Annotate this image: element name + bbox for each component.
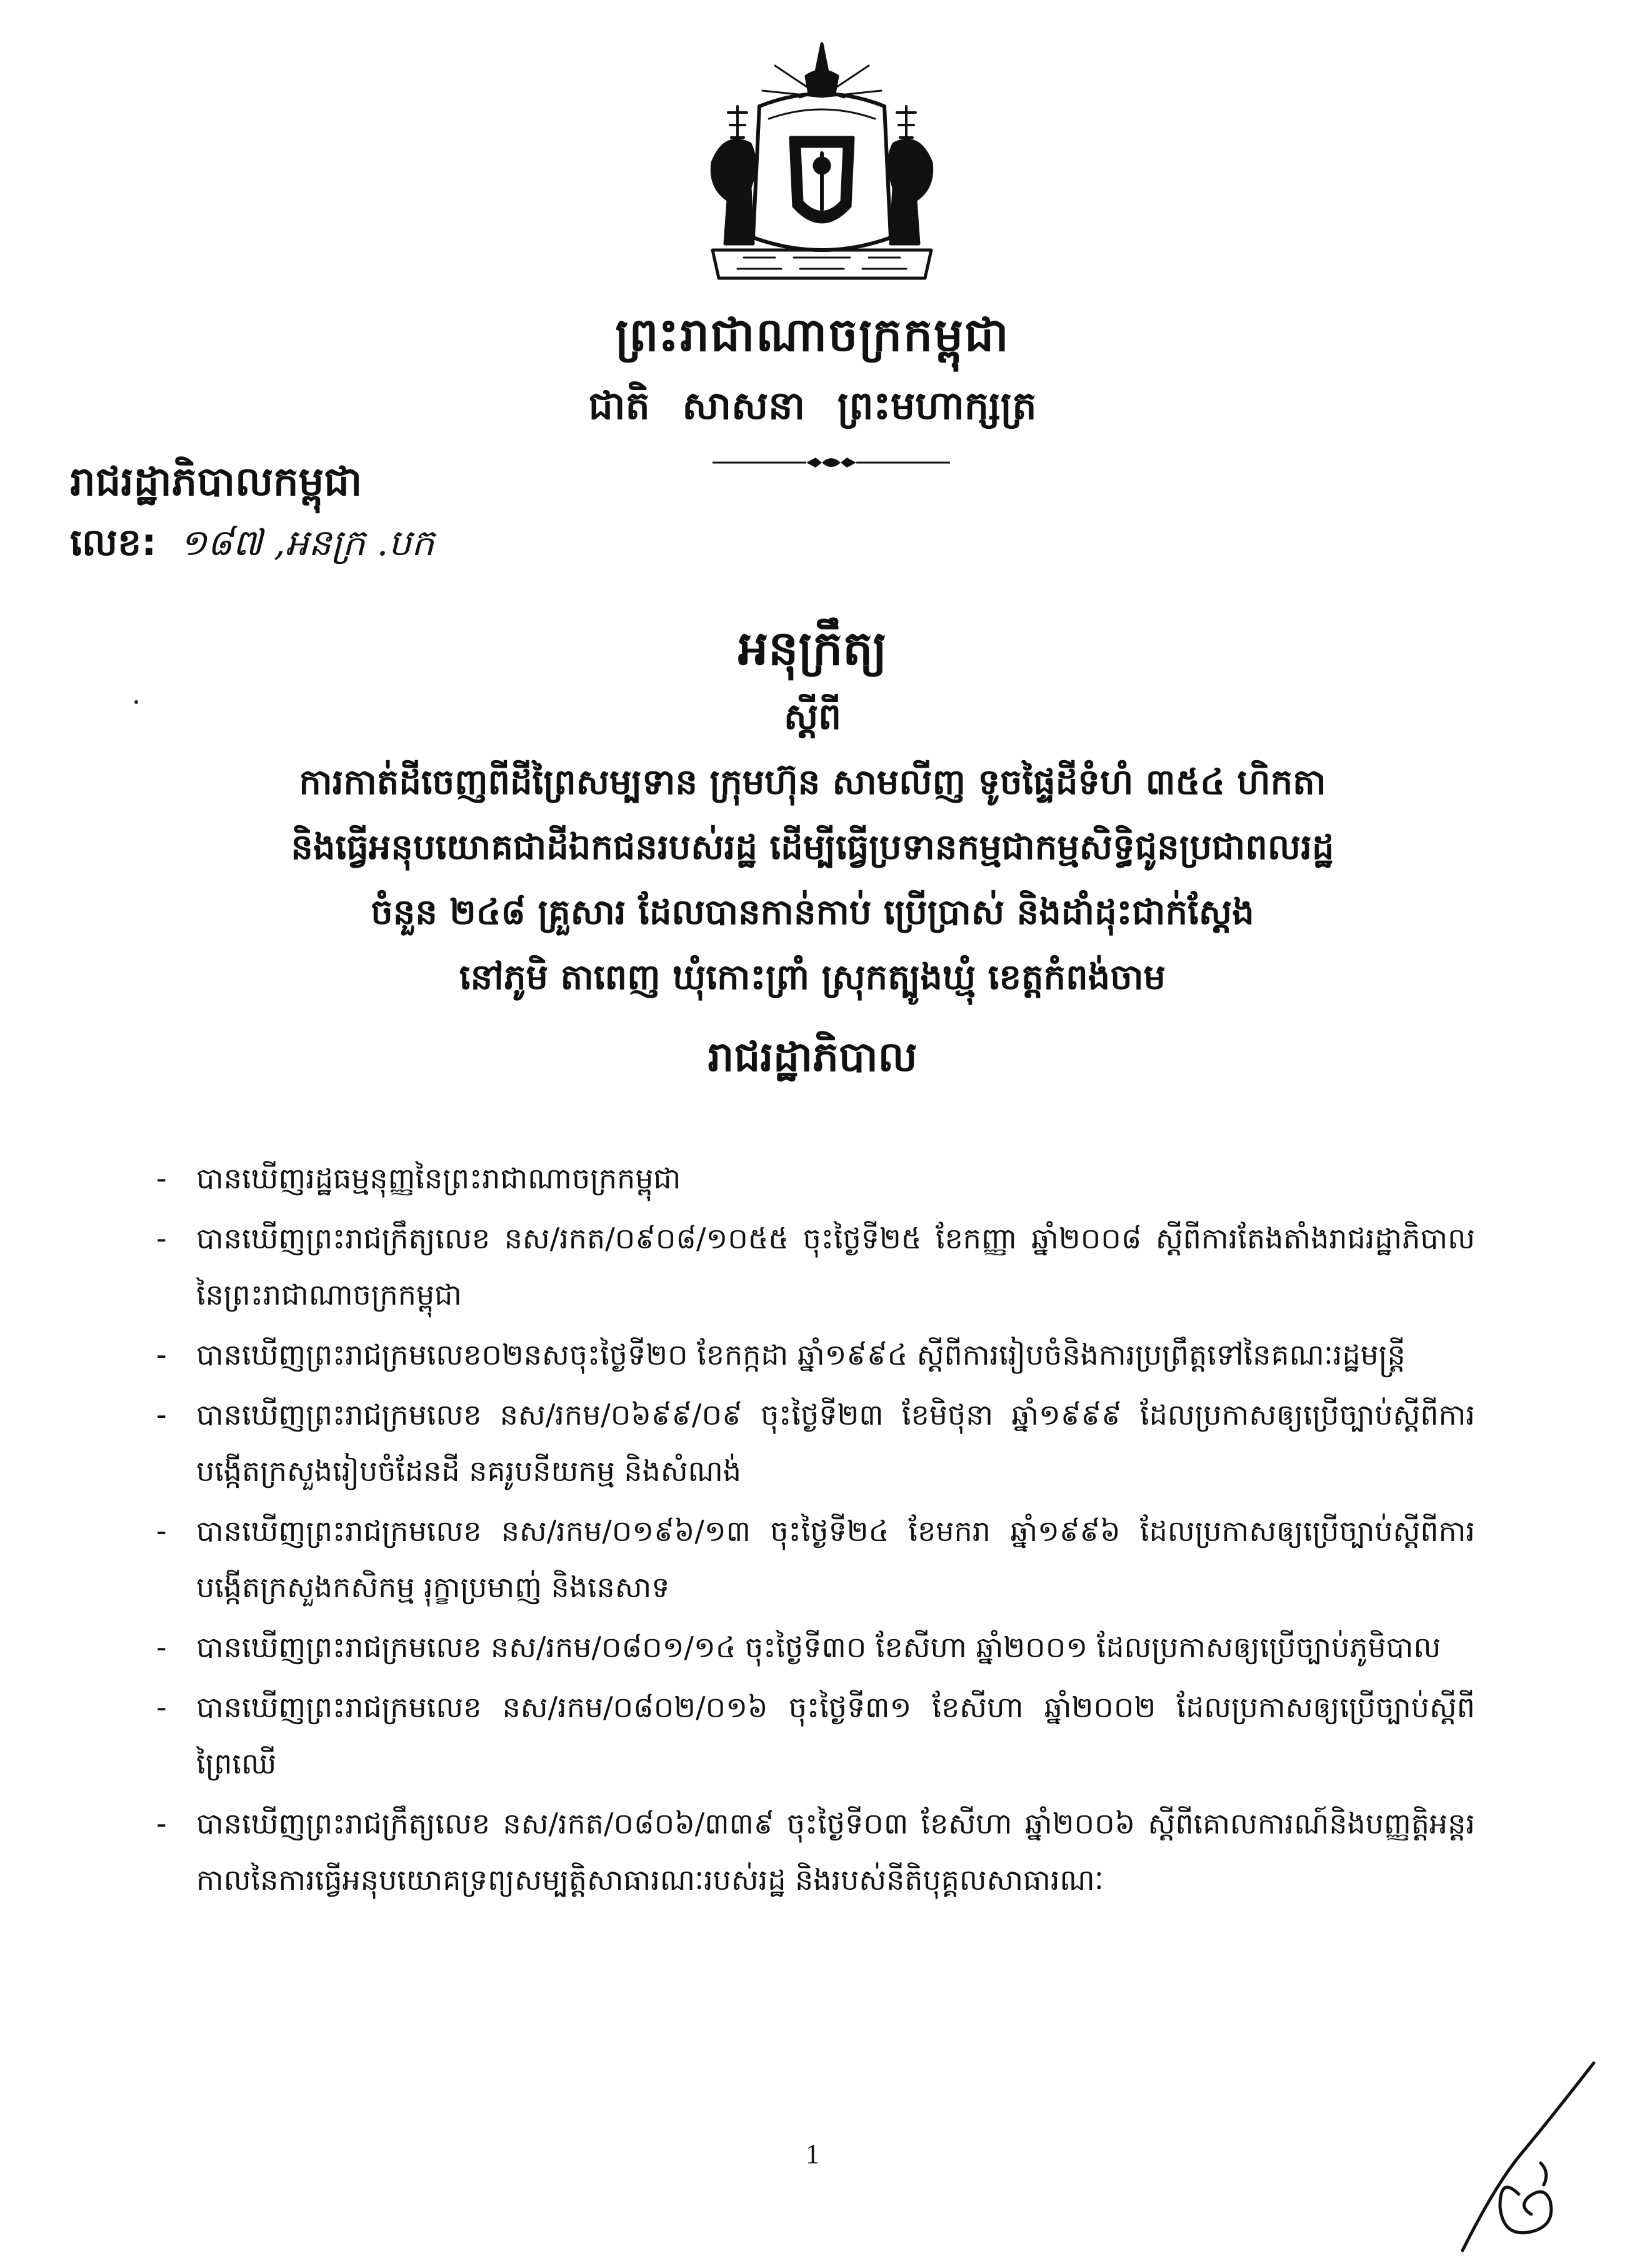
list-item [156,1327,1475,1383]
page-number: 1 [806,2139,819,2169]
list-dash: - [156,1338,167,1372]
subject-line: ការកាត់ដីចេញពីដីព្រៃសម្បទាន ក្រុមហ៊ុន សាមលីញ ទូចផ្ទៃដីទំហំ ៣៥៤ ហិកតា [299,762,1326,803]
scan-speck [134,700,138,704]
reference-number [70,519,434,574]
list-item-text: បានឃើញព្រះរាជក្រឹត្យលេខ នស/រកត/០៨០៦/៣៣៩ ចុះថ្ងៃទី០៣ ខែសីហា ឆ្នាំ២០០៦ ស្តីពីគោលការណ៍និងបញ្ញត្តិអន្តរកាលនៃការធ្វើអនុបយោគទ្រព្យសម្បត្តិសាធារណៈរបស់រដ្ឋ និងរបស់នីតិបុគ្គលសាធារណៈ [196,1807,1475,1897]
subject-line: ចំនួន ២៤៨ គ្រួសារ ដែលបានកាន់កាប់ ប្រើប្រាស់ និងដាំដុះជាក់ស្តែង [371,892,1254,933]
considerations-list [156,1150,1475,1912]
list-dash: - [156,1807,167,1840]
list-item-text: បានឃើញព្រះរាជក្រមលេខ នស/រកម/០១៩៦/១៣ ចុះថ្ងៃទី២៤ ខែមករា ឆ្នាំ១៩៩៦ ដែលប្រកាសឲ្យប្រើច្បាប់ស្តីពីការបង្កើតក្រសួងកសិកម្ម រុក្ខាប្រមាញ់ និងនេសាទ [196,1514,1475,1604]
list-dash: - [156,1690,167,1724]
subject-line: នៅភូមិ តាពេញ ឃុំកោះព្រាំ ស្រុកត្បូងឃ្មុំ ខេត្តកំពង់ចាម [459,957,1166,998]
ornament-divider [712,450,950,475]
document-type: អនុក្រឹត្យ [738,620,888,676]
issuing-government: រាជរដ្ឋាភិបាលកម្ពុជា [70,459,362,505]
list-item [156,1503,1475,1615]
list-item [156,1679,1475,1792]
list-dash: - [156,1162,167,1195]
reference-label: លេខ: [70,521,157,564]
list-item-text: បានឃើញព្រះរាជក្រមលេខ០២នសចុះថ្ងៃទី២០ ខែកក្កដា ឆ្នាំ១៩៩៤ ស្តីពីការរៀបចំនិងការប្រព្រឹត្តទៅនៃគណៈរដ្ឋមន្ត្រី [196,1338,1406,1372]
list-item-text: បានឃើញរដ្ឋធម្មនុញ្ញនៃព្រះរាជាណាចក្រកម្ពុជា [196,1162,681,1195]
list-item [156,1150,1475,1207]
document-subject [144,750,1481,1010]
royal-coat-of-arms-icon [700,38,944,288]
list-item [156,1387,1475,1499]
about-label: ស្តីពី [783,695,842,738]
list-item-text: បានឃើញព្រះរាជក្រមលេខ នស/រកម/០៨០២/០១៦ ចុះថ្ងៃទី៣១ ខែសីហា ឆ្នាំ២០០២ ដែលប្រកាសឲ្យប្រើច្បាប់ស្តីពីព្រៃឈើ [196,1690,1475,1780]
list-dash: - [156,1514,167,1548]
list-item [156,1795,1475,1908]
list-item-text: បានឃើញព្រះរាជក្រមលេខ នស/រកម/០៨០១/១៤ ចុះថ្ងៃទី៣០ ខែសីហា ឆ្នាំ២០០១ ដែលប្រកាសឲ្យប្រើច្បាប់ភូមិបាល [196,1630,1441,1664]
list-item [156,1619,1475,1675]
list-item [156,1210,1475,1323]
list-dash: - [156,1630,167,1664]
list-dash: - [156,1398,167,1432]
kingdom-title: ព្រះរាជាណាចក្រកម្ពុជា [615,308,1010,362]
subject-line: និងធ្វើអនុបយោគជាដីឯកជនរបស់រដ្ឋ ដើម្បីធ្វើប្រទានកម្មជាកម្មសិទ្ធិជូនប្រជាពលរដ្ឋ [291,827,1334,868]
reference-value: ១៨៧ ,អនក្រ .បក [179,521,434,564]
list-item-text: បានឃើញព្រះរាជក្រឹត្យលេខ នស/រកត/០៩០៨/១០៥៥ ចុះថ្ងៃទី២៥ ខែកញ្ញា ឆ្នាំ២០០៨ ស្តីពីការតែងតាំងរាជរដ្ឋាភិបាលនៃព្រះរាជាណាចក្រកម្ពុជា [196,1222,1475,1312]
government-heading: រាជរដ្ឋាភិបាល [708,1033,918,1081]
national-motto: ជាតិ សាសនា ព្រះមហាក្សត្រ [588,383,1037,428]
list-dash: - [156,1222,167,1255]
list-item-text: បានឃើញព្រះរាជក្រមលេខ នស/រកម/០៦៩៩/០៩ ចុះថ្ងៃទី២៣ ខែមិថុនា ឆ្នាំ១៩៩៩ ដែលប្រកាសឲ្យប្រើច្បាប់ស្តីពីការបង្កើតក្រសួងរៀបចំដែនដី នគរូបនីយកម្ម និងសំណង់ [196,1398,1475,1488]
handwritten-signature [1425,2050,1612,2257]
